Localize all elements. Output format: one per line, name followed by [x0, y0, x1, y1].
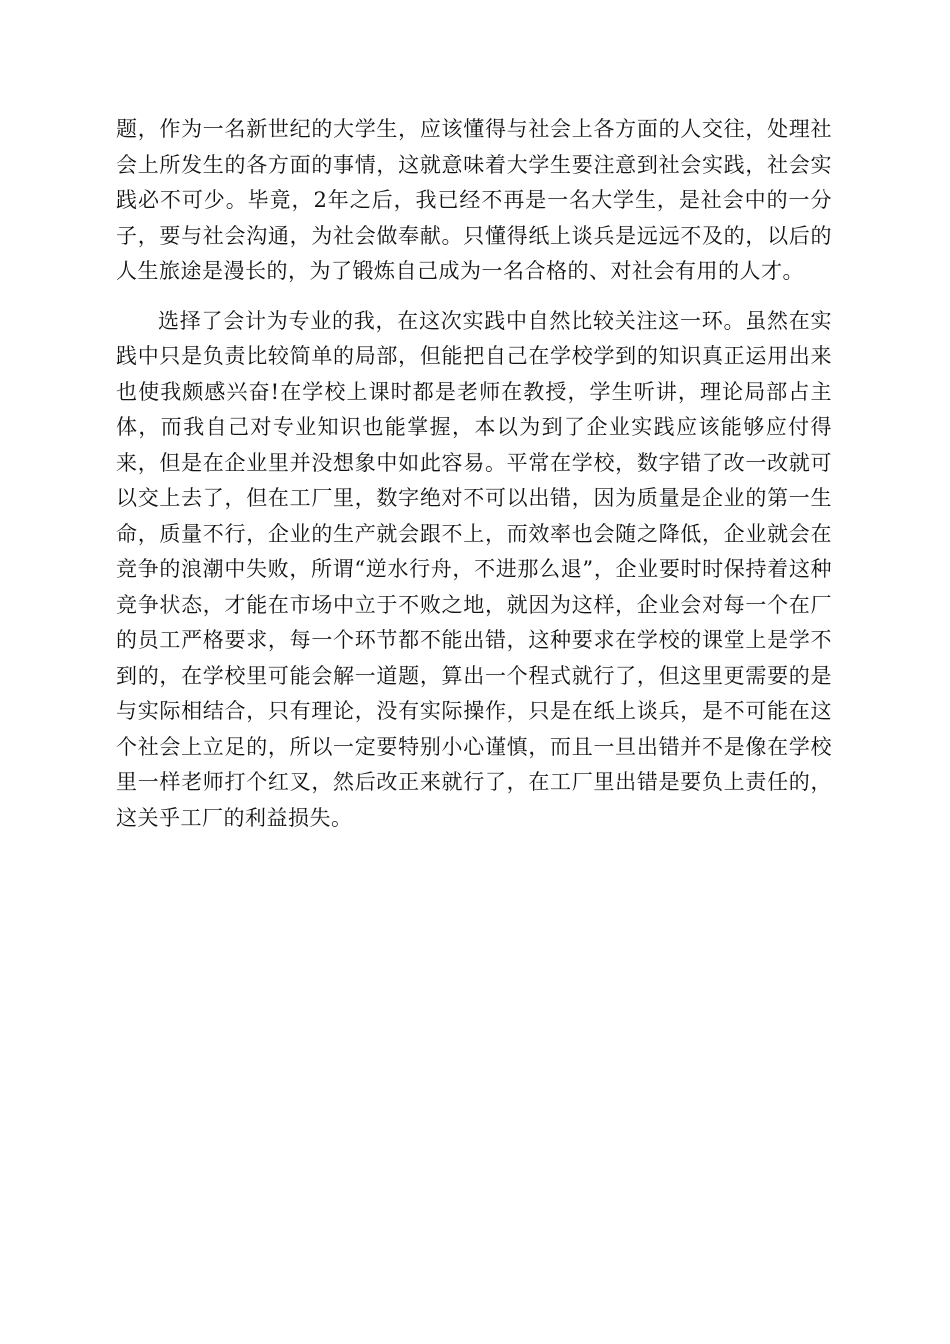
paragraph-2: 选择了会计为专业的我，在这次实践中自然比较关注这一环。虽然在实践中只是负责比较简单的局部，但能把自己在学校学到的知识真正运用出来也使我颇感兴奋!在学校上课时都是老师在教授，学生听讲，理论局部占主体，而我自己对专业知识也能掌握，本以为到了企业实践应该能够应付得来，但是在企业里并没想象中如此容易。平常在学校，数字错了改一改就可以交上去了，但在工厂里，数字绝对不可以出错，因为质量是企业的第一生命，质量不行，企业的生产就会跟不上，而效率也会随之降低，企业就会在竞争的浪潮中失败，所谓“逆水行舟，不进那么退”，企业要时时保持着这种竞争状态，才能在市场中立于不败之地，就因为这样，企业会对每一个在厂的员工严格要求，每一个环节都不能出错，这种要求在学校的课堂上是学不到的，在学校里可能会解一道题，算出一个程式就行了，但这里更需要的是与实际相结合，只有理论，没有实际操作，只是在纸上谈兵，是不可能在这个社会上立足的，所以一定要特别小心谨慎，而且一旦出错并不是像在学校里一样老师打个红叉，然后改正来就行了，在工厂里出错是要负上责任的，这关乎工厂的利益损失。 — [116, 308, 832, 830]
document-body — [116, 112, 832, 836]
paragraph-1: 题，作为一名新世纪的大学生，应该懂得与社会上各方面的人交往，处理社会上所发生的各方面的事情，这就意味着大学生要注意到社会实践，社会实践必不可少。毕竟，2年之后，我已经不再是一名大学生，是社会中的一分子，要与社会沟通，为社会做奉献。只懂得纸上谈兵是远远不及的，以后的人生旅途是漫长的，为了锻炼自己成为一名合格的、对社会有用的人才。 — [116, 117, 832, 283]
